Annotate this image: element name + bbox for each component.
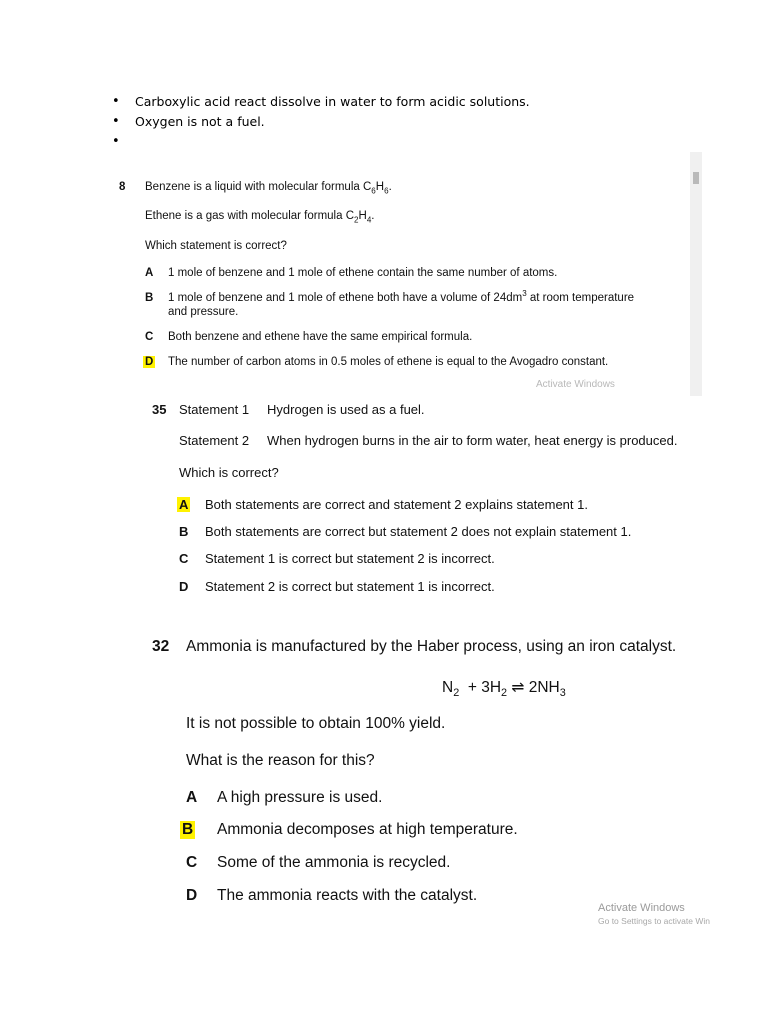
option-letter-highlighted: B <box>182 821 194 838</box>
option-letter: B <box>145 292 154 304</box>
question-stem: Ethene is a gas with molecular formula $C_2H_4$. <box>145 210 375 225</box>
option-text: A high pressure is used. <box>217 789 383 806</box>
option-letter: C <box>145 331 154 343</box>
chemical-equation: $N_2 + 3H_2$ ⇌ $2NH_3$ <box>442 679 566 700</box>
option-letter: D <box>186 887 198 904</box>
option-text: Both statements are correct and statement 2 explains statement 1. <box>205 497 588 512</box>
option-text: 1 mole of benzene and 1 mole of ethene both have a volume of $24dm^3$ at room temperature <box>168 289 635 304</box>
statement-label: Statement 1 <box>179 402 250 417</box>
bullet-dot-icon: • <box>112 114 120 129</box>
option-letter-highlighted: D <box>145 356 154 368</box>
option-text: Both statements are correct but statement 2 does not explain statement 1. <box>205 524 632 539</box>
question-prompt: Which statement is correct? <box>145 240 287 252</box>
bullet-dot-icon: • <box>112 134 120 149</box>
bullet-item: • Oxygen is not a fuel. <box>112 112 530 132</box>
option-text: The ammonia reacts with the catalyst. <box>217 887 478 904</box>
scrollbar[interactable] <box>690 152 702 396</box>
option-text: Statement 1 is correct but statement 2 is incorrect. <box>205 551 495 566</box>
option-text: Both benzene and ethene have the same empirical formula. <box>168 331 473 343</box>
option-text-continued: and pressure. <box>168 306 239 318</box>
question-35-image <box>140 396 710 606</box>
question-number: 8 <box>119 181 126 193</box>
question-number: 32 <box>152 638 170 655</box>
bullet-item <box>112 132 530 152</box>
option-text: The number of carbon atoms in 0.5 moles of ethene is equal to the Avogadro constant. <box>168 356 609 368</box>
option-letter: D <box>179 579 189 594</box>
statement-label: Statement 2 <box>179 433 250 448</box>
bullet-list <box>112 92 530 152</box>
statement-text: Hydrogen is used as a fuel. <box>267 402 425 417</box>
option-text: Statement 2 is correct but statement 1 is incorrect. <box>205 579 495 594</box>
question-number: 35 <box>152 402 167 417</box>
activate-windows-watermark: Activate Windows Go to Settings to activate Win <box>598 902 710 926</box>
option-text: Some of the ammonia is recycled. <box>217 854 451 871</box>
question-8-image <box>112 152 702 396</box>
question-prompt: What is the reason for this? <box>186 752 375 769</box>
activate-windows-watermark: Activate Windows <box>536 379 615 390</box>
question-stem: Benzene is a liquid with molecular formula $C_6H_6$. <box>145 181 392 196</box>
question-32-image <box>140 630 720 920</box>
question-text: It is not possible to obtain 100% yield. <box>186 715 446 732</box>
option-letter: A <box>145 267 154 279</box>
option-letter: B <box>179 524 189 539</box>
option-letter-highlighted: A <box>179 497 189 512</box>
option-text: 1 mole of benzene and 1 mole of ethene contain the same number of atoms. <box>168 267 558 279</box>
bullet-item: • Carboxylic acid react dissolve in water to form acidic solutions. <box>112 92 530 112</box>
question-prompt: Which is correct? <box>179 465 279 480</box>
scrollbar-thumb[interactable] <box>693 172 699 184</box>
option-letter: C <box>186 854 198 871</box>
option-text: Ammonia decomposes at high temperature. <box>217 821 518 838</box>
bullet-dot-icon: • <box>112 94 120 109</box>
option-letter: C <box>179 551 189 566</box>
question-stem: Ammonia is manufactured by the Haber process, using an iron catalyst. <box>186 638 677 655</box>
statement-text: When hydrogen burns in the air to form water, heat energy is produced. <box>267 433 678 448</box>
option-letter: A <box>186 789 198 806</box>
equilibrium-arrow-icon: ⇌ <box>511 679 525 696</box>
